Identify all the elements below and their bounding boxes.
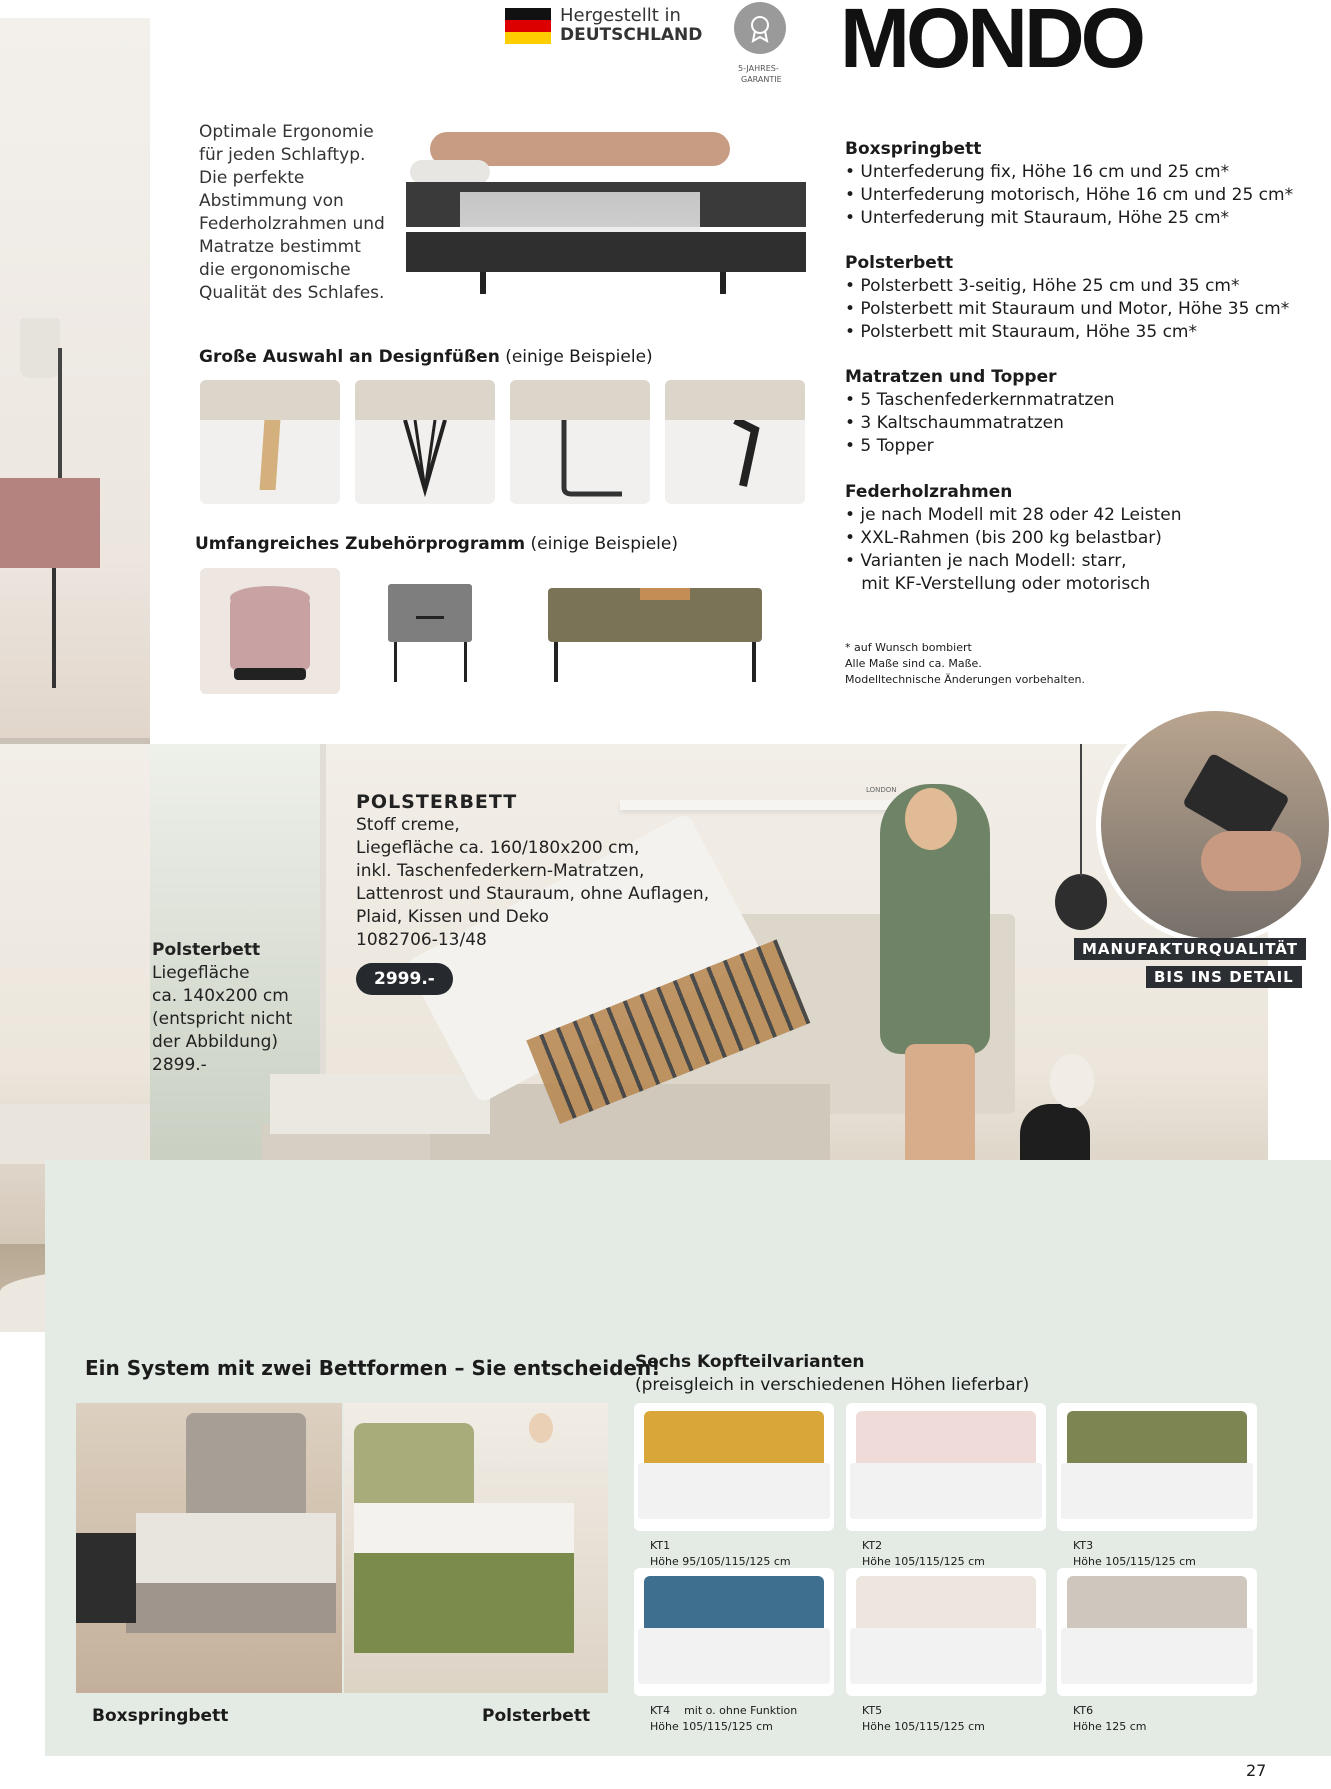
foot-sample-angled bbox=[665, 380, 805, 504]
page-number: 27 bbox=[1246, 1761, 1267, 1780]
made-in-line1: Hergestellt in bbox=[560, 5, 681, 26]
pendant-cord bbox=[1080, 744, 1082, 876]
spec-boxspringbett: Boxspringbett • Unterfederung fix, Höhe 16 cm und 25 cm* • Unterfederung motorisch, Höhe 16 cm und 25 cm* • Unterfederung mit Stauraum, Höhe 25 cm* bbox=[845, 139, 1294, 228]
made-in-line2: DEUTSCHLAND bbox=[560, 25, 703, 45]
guarantee-seal-icon bbox=[734, 2, 786, 54]
headboard-height: Höhe 105/115/125 cm bbox=[1073, 1555, 1196, 1568]
headboard-code: KT3 bbox=[1073, 1539, 1094, 1552]
headboard-code: KT4 mit o. ohne Funktion bbox=[650, 1704, 798, 1717]
pillow-label: LONDON bbox=[866, 786, 897, 794]
system-title: Ein System mit zwei Bettformen – Sie entscheiden! bbox=[85, 1356, 661, 1380]
ergonomic-mattress-image bbox=[400, 112, 820, 307]
design-feet-title: Große Auswahl an Designfüßen (einige Beispiele) bbox=[199, 347, 653, 367]
guarantee-line2: GARANTIE bbox=[741, 75, 782, 84]
spec-matratzen: Matratzen und Topper • 5 Taschenfederkernmatratzen • 3 Kaltschaummatratzen • 5 Topper bbox=[845, 367, 1115, 456]
headboard-code: KT1 bbox=[650, 1539, 671, 1552]
system-right-label: Polsterbett bbox=[482, 1706, 591, 1726]
headboard-code: KT5 bbox=[862, 1704, 883, 1717]
craft-inset-photo bbox=[1096, 706, 1331, 944]
headboard-tile-2 bbox=[846, 1403, 1046, 1531]
headboard-tile-5 bbox=[846, 1568, 1046, 1696]
headboard-height: Höhe 105/115/125 cm bbox=[862, 1555, 985, 1568]
manufaktur-line1: MANUFAKTURQUALITÄT bbox=[1074, 938, 1306, 960]
floor-lamp bbox=[20, 318, 60, 378]
headboard-height: Höhe 105/115/125 cm bbox=[862, 1720, 985, 1733]
hero-price-badge: 2999.- bbox=[356, 963, 453, 995]
pendant-lamp bbox=[1055, 874, 1107, 930]
headboard-tile-4 bbox=[634, 1568, 834, 1696]
woman-head bbox=[905, 788, 957, 850]
headboard-height: Höhe 95/105/115/125 cm bbox=[650, 1555, 791, 1568]
headboard-code: KT2 bbox=[862, 1539, 883, 1552]
foot-sample-wood bbox=[200, 380, 340, 504]
germany-flag bbox=[505, 8, 551, 44]
system-left-label: Boxspringbett bbox=[92, 1706, 229, 1726]
bed-white-sheet bbox=[270, 1074, 490, 1134]
mattress bbox=[850, 1628, 1042, 1684]
nightstand-leg bbox=[52, 568, 56, 688]
headboards-title: Sechs Kopfteilvarianten bbox=[635, 1352, 865, 1372]
bed-leg-2 bbox=[720, 272, 726, 294]
accessories-title: Umfangreiches Zubehörprogramm (einige Beispiele) bbox=[195, 534, 678, 554]
nightstand bbox=[0, 478, 100, 568]
headboard-height: Höhe 125 cm bbox=[1073, 1720, 1147, 1733]
pillow bbox=[410, 160, 490, 184]
mattress bbox=[638, 1463, 830, 1519]
mattress bbox=[1061, 1463, 1253, 1519]
system-polster-photo bbox=[344, 1403, 608, 1693]
vase bbox=[1050, 1054, 1094, 1108]
accessory-bench bbox=[540, 568, 770, 694]
spec-federholzrahmen: Federholzrahmen • je nach Modell mit 28 oder 42 Leisten • XXL-Rahmen (bis 200 kg belastbar) • Varianten je nach Modell: starr, mit KF-Verstellung oder motorisch bbox=[845, 482, 1182, 594]
guarantee-line1: 5-JAHRES- bbox=[738, 64, 779, 73]
foot-sample-hairpin bbox=[355, 380, 495, 504]
headboard-tile-1 bbox=[634, 1403, 834, 1531]
headboard-code: KT6 bbox=[1073, 1704, 1094, 1717]
mint-panel-top-right bbox=[1268, 1160, 1331, 1335]
spec-polsterbett: Polsterbett • Polsterbett 3-seitig, Höhe 25 cm und 35 cm* • Polsterbett mit Stauraum und Motor, Höhe 35 cm* • Polsterbett mit Stauraum, Höhe 35 cm* bbox=[845, 253, 1290, 342]
mondo-logo: MONDO bbox=[840, 0, 1142, 85]
accessory-pouf bbox=[200, 568, 340, 694]
headboard-tile-6 bbox=[1057, 1568, 1257, 1696]
system-boxspring-photo bbox=[76, 1403, 342, 1693]
bed-leg-1 bbox=[480, 272, 486, 294]
mattress bbox=[850, 1463, 1042, 1519]
foot-sample-sled bbox=[510, 380, 650, 504]
manufaktur-line2: BIS INS DETAIL bbox=[1146, 966, 1302, 988]
mattress bbox=[638, 1628, 830, 1684]
shelf-books bbox=[0, 1104, 150, 1164]
headboard-height: Höhe 105/115/125 cm bbox=[650, 1720, 773, 1733]
box-base bbox=[406, 232, 806, 272]
ergonomics-text: Optimale Ergonomie für jeden Schlaftyp. Die perfekte Abstimmung von Federholzrahmen und Matratze bestimmt die ergonomische Qualität des Schlafes. bbox=[199, 122, 385, 303]
headboards-subtitle: (preisgleich in verschiedenen Höhen lieferbar) bbox=[635, 1375, 1030, 1395]
headboard-tile-3 bbox=[1057, 1403, 1257, 1531]
accessory-nightstand bbox=[370, 568, 490, 694]
hero-text: POLSTERBETT Stoff creme, Liegefläche ca. 160/180x200 cm, inkl. Taschenfederkern-Matratzen, Lattenrost und Stauraum, ohne Auflagen, Plaid, Kissen und Deko 1082706-13/48 bbox=[356, 791, 710, 950]
footnote: * auf Wunsch bombiert Alle Maße sind ca. Maße. Modelltechnische Änderungen vorbehalten. bbox=[845, 641, 1085, 686]
side-offer-text: Polsterbett Liegefläche ca. 140x200 cm (entspricht nicht der Abbildung) 2899.- bbox=[152, 940, 293, 1075]
lamp-pole bbox=[58, 348, 62, 478]
mattress bbox=[1061, 1628, 1253, 1684]
